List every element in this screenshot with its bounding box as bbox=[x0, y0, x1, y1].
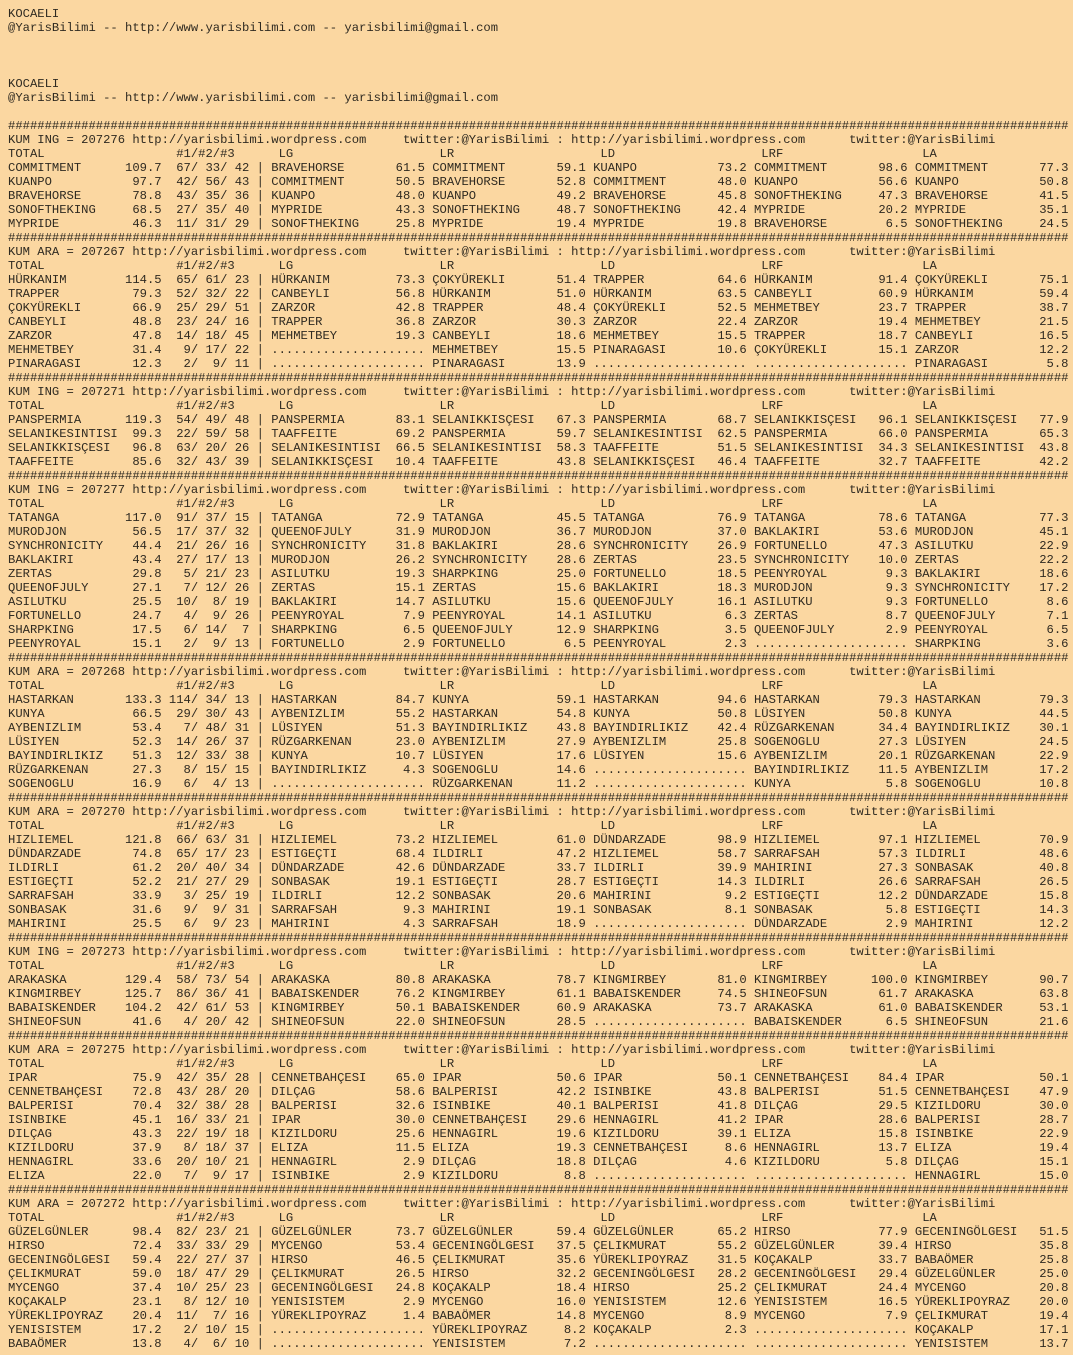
table-row: KIZILDORU 37.9 8/ 18/ 37 | ELIZA 11.5 ELIZA 19.3 CENNETBAHÇESI 8.6 HENNAGIRL 13.7 ELIZA 19.4 bbox=[8, 1141, 1069, 1155]
table-row: QUEENOFJULY 27.1 7/ 12/ 26 | ZERTAS 15.1 ZERTAS 15.6 BAKLAKIRI 18.3 MURODJON 9.3 SYNCHRONICITY 17.2 bbox=[8, 581, 1069, 595]
table-row: ILDIRLI 61.2 20/ 40/ 34 | DÜNDARZADE 42.6 DÜNDARZADE 33.7 ILDIRLI 39.9 MAHIRINI 27.3 SONBASAK 40.8 bbox=[8, 861, 1069, 875]
table-row: BALPERISI 70.4 32/ 38/ 28 | BALPERISI 32.6 ISINBIKE 40.1 BALPERISI 41.8 DILÇAG 29.5 KIZILDORU 30.0 bbox=[8, 1099, 1069, 1113]
table-row: TAAFFEITE 85.6 32/ 43/ 39 | SELANIKKISÇESI 10.4 TAAFFEITE 43.8 SELANIKKISÇESI 46.4 TAAFFEITE 32.7 TAAFFEITE 42.2 bbox=[8, 455, 1069, 469]
column-header: TOTAL #1/#2/#3 LG LR LD LRF LA bbox=[8, 959, 937, 973]
section-title: KUM ARA = 207267 http://yarisbilimi.wordpress.com twitter:@YarisBilimi : http://yarisbilimi.wordpress.com twitter:@YarisBilimi bbox=[8, 245, 996, 259]
column-header: TOTAL #1/#2/#3 LG LR LD LRF LA bbox=[8, 259, 937, 273]
table-row: RÜZGARKENAN 27.3 8/ 15/ 15 | BAYINDIRLIKIZ 4.3 SOGENOGLU 14.6 ..................... BAYINDIRLIKIZ 11.5 AYBENIZLIM 17.2 bbox=[8, 763, 1069, 777]
byline: @YarisBilimi -- http://www.yarisbilimi.com -- yarisbilimi@gmail.com bbox=[8, 91, 499, 105]
table-row: PINARAGASI 12.3 2/ 9/ 11 | ..................... PINARAGASI 13.9 ..................... ..................... PINARAGASI 5.8 bbox=[8, 357, 1069, 371]
table-row: SHARPKING 17.5 6/ 14/ 7 | SHARPKING 6.5 QUEENOFJULY 12.9 SHARPKING 3.5 QUEENOFJULY 2.9 PEENYROYAL 6.5 bbox=[8, 623, 1069, 637]
separator-line: ################################################################################################################################################# bbox=[8, 469, 1069, 483]
table-row: KUANPO 97.7 42/ 56/ 43 | COMMITMENT 50.5 BRAVEHORSE 52.8 COMMITMENT 48.0 KUANPO 56.6 KUANPO 50.8 bbox=[8, 175, 1069, 189]
table-row: IPAR 75.9 42/ 35/ 28 | CENNETBAHÇESI 65.0 IPAR 50.6 IPAR 50.1 CENNETBAHÇESI 84.4 IPAR 50.1 bbox=[8, 1071, 1069, 1085]
table-row: BAYINDIRLIKIZ 51.3 12/ 33/ 38 | KUNYA 10.7 LÜSIYEN 17.6 LÜSIYEN 15.6 AYBENIZLIM 20.1 RÜZGARKENAN 22.9 bbox=[8, 749, 1069, 763]
table-row: YENISISTEM 17.2 2/ 10/ 15 | ..................... YÜREKLIPOYRAZ 8.2 KOÇAKALP 2.3 ..................... KOÇAKALP 17.1 bbox=[8, 1323, 1069, 1337]
table-row: MEHMETBEY 31.4 9/ 17/ 22 | ..................... MEHMETBEY 15.5 PINARAGASI 10.6 ÇOKYÜREKLI 15.1 ZARZOR 12.2 bbox=[8, 343, 1069, 357]
separator-line: ################################################################################################################################################# bbox=[8, 371, 1069, 385]
table-row: ZARZOR 47.8 14/ 18/ 45 | MEHMETBEY 19.3 CANBEYLI 18.6 MEHMETBEY 15.5 TRAPPER 18.7 CANBEYLI 16.5 bbox=[8, 329, 1069, 343]
section-title: KUM ING = 207273 http://yarisbilimi.wordpress.com twitter:@YarisBilimi : http://yarisbilimi.wordpress.com twitter:@YarisBilimi bbox=[8, 945, 996, 959]
separator-line: ################################################################################################################################################# bbox=[8, 651, 1069, 665]
table-row: HÜRKANIM 114.5 65/ 61/ 23 | HÜRKANIM 73.3 ÇOKYÜREKLI 51.4 TRAPPER 64.6 HÜRKANIM 91.4 ÇOKYÜREKLI 75.1 bbox=[8, 273, 1069, 287]
section-title: KUM ING = 207271 http://yarisbilimi.wordpress.com twitter:@YarisBilimi : http://yarisbilimi.wordpress.com twitter:@YarisBilimi bbox=[8, 385, 996, 399]
table-row: BAKLAKIRI 43.4 27/ 17/ 13 | MURODJON 26.2 SYNCHRONICITY 28.6 ZERTAS 23.5 SYNCHRONICITY 10.0 ZERTAS 22.2 bbox=[8, 553, 1069, 567]
table-row: LÜSIYEN 52.3 14/ 26/ 37 | RÜZGARKENAN 23.0 AYBENIZLIM 27.9 AYBENIZLIM 25.8 SOGENOGLU 27.3 LÜSIYEN 24.5 bbox=[8, 735, 1069, 749]
table-row: KINGMIRBEY 125.7 86/ 36/ 41 | BABAISKENDER 76.2 KINGMIRBEY 61.1 BABAISKENDER 74.5 SHINEOFSUN 61.7 ARAKASKA 63.8 bbox=[8, 987, 1069, 1001]
table-row: PANSPERMIA 119.3 54/ 49/ 48 | PANSPERMIA 83.1 SELANIKKISÇESI 67.3 PANSPERMIA 68.7 SELANIKKISÇESI 96.1 SELANIKKISÇESI 77.9 bbox=[8, 413, 1069, 427]
column-header: TOTAL #1/#2/#3 LG LR LD LRF LA bbox=[8, 399, 937, 413]
table-row: BABAISKENDER 104.2 42/ 61/ 53 | KINGMIRBEY 50.1 BABAISKENDER 60.9 ARAKASKA 73.7 ARAKASKA 61.0 BABAISKENDER 53.1 bbox=[8, 1001, 1069, 1015]
column-header: TOTAL #1/#2/#3 LG LR LD LRF LA bbox=[8, 147, 937, 161]
table-row: PEENYROYAL 15.1 2/ 9/ 13 | FORTUNELLO 2.9 FORTUNELLO 6.5 PEENYROYAL 2.3 ..................... SHARPKING 3.6 bbox=[8, 637, 1069, 651]
table-row: SONBASAK 31.6 9/ 9/ 31 | SARRAFSAH 9.3 MAHIRINI 19.1 SONBASAK 8.1 SONBASAK 5.8 ESTIGEÇTI 14.3 bbox=[8, 903, 1069, 917]
column-header: TOTAL #1/#2/#3 LG LR LD LRF LA bbox=[8, 1211, 937, 1225]
track-name: KOCAELI bbox=[8, 77, 60, 91]
table-row: DILÇAG 43.3 22/ 19/ 18 | KIZILDORU 25.6 HENNAGIRL 19.6 KIZILDORU 39.1 ELIZA 15.8 ISINBIKE 22.9 bbox=[8, 1127, 1069, 1141]
table-row: DÜNDARZADE 74.8 65/ 17/ 23 | ESTIGEÇTI 68.4 ILDIRLI 47.2 HIZLIEMEL 58.7 SARRAFSAH 57.3 ILDIRLI 48.6 bbox=[8, 847, 1069, 861]
blank-line bbox=[8, 105, 1073, 119]
byline: @YarisBilimi -- http://www.yarisbilimi.com -- yarisbilimi@gmail.com bbox=[8, 21, 499, 35]
table-row: TRAPPER 79.3 52/ 32/ 22 | CANBEYLI 56.8 HÜRKANIM 51.0 HÜRKANIM 63.5 CANBEYLI 60.9 HÜRKANIM 59.4 bbox=[8, 287, 1069, 301]
section-title: KUM ARA = 207275 http://yarisbilimi.wordpress.com twitter:@YarisBilimi : http://yarisbilimi.wordpress.com twitter:@YarisBilimi bbox=[8, 1043, 996, 1057]
column-header: TOTAL #1/#2/#3 LG LR LD LRF LA bbox=[8, 1057, 937, 1071]
separator-line: ################################################################################################################################################# bbox=[8, 791, 1069, 805]
section-title: KUM ARA = 207270 http://yarisbilimi.wordpress.com twitter:@YarisBilimi : http://yarisbilimi.wordpress.com twitter:@YarisBilimi bbox=[8, 805, 996, 819]
table-row: HIZLIEMEL 121.8 66/ 63/ 31 | HIZLIEMEL 73.2 HIZLIEMEL 61.0 DÜNDARZADE 98.9 HIZLIEMEL 97.1 HIZLIEMEL 70.9 bbox=[8, 833, 1069, 847]
table-row: TATANGA 117.0 91/ 37/ 15 | TATANGA 72.9 TATANGA 45.5 TATANGA 76.9 TATANGA 78.6 TATANGA 77.3 bbox=[8, 511, 1069, 525]
table-row: HASTARKAN 133.3 114/ 34/ 13 | HASTARKAN 84.7 KUNYA 59.1 HASTARKAN 94.6 HASTARKAN 79.3 HASTARKAN 79.3 bbox=[8, 693, 1069, 707]
table-row: AYBENIZLIM 53.4 7/ 48/ 31 | LÜSIYEN 51.3 BAYINDIRLIKIZ 43.8 BAYINDIRLIKIZ 42.4 RÜZGARKENAN 34.4 BAYINDIRLIKIZ 30.1 bbox=[8, 721, 1069, 735]
table-row: ZERTAS 29.8 5/ 21/ 23 | ASILUTKU 19.3 SHARPKING 25.0 FORTUNELLO 18.5 PEENYROYAL 9.3 BAKLAKIRI 18.6 bbox=[8, 567, 1069, 581]
table-row: YÜREKLIPOYRAZ 20.4 11/ 7/ 16 | YÜREKLIPOYRAZ 1.4 BABAÖMER 14.8 MYCENGO 8.9 MYCENGO 7.9 ÇELIKMURAT 19.4 bbox=[8, 1309, 1069, 1323]
table-row: CENNETBAHÇESI 72.8 43/ 28/ 20 | DILÇAG 58.6 BALPERISI 42.2 ISINBIKE 43.8 BALPERISI 51.5 CENNETBAHÇESI 47.9 bbox=[8, 1085, 1069, 1099]
table-row: MURODJON 56.5 17/ 37/ 32 | QUEENOFJULY 31.9 MURODJON 36.7 MURODJON 37.0 BAKLAKIRI 53.6 MURODJON 45.1 bbox=[8, 525, 1069, 539]
table-row: FORTUNELLO 24.7 4/ 9/ 26 | PEENYROYAL 7.9 PEENYROYAL 14.1 ASILUTKU 6.3 ZERTAS 8.7 QUEENOFJULY 7.1 bbox=[8, 609, 1069, 623]
separator-line: ################################################################################################################################################# bbox=[8, 1029, 1069, 1043]
section-title: KUM ING = 207276 http://yarisbilimi.wordpress.com twitter:@YarisBilimi : http://yarisbilimi.wordpress.com twitter:@YarisBilimi bbox=[8, 133, 996, 147]
table-row: ARAKASKA 129.4 58/ 73/ 54 | ARAKASKA 80.8 ARAKASKA 78.7 KINGMIRBEY 81.0 KINGMIRBEY 100.0 KINGMIRBEY 90.7 bbox=[8, 973, 1069, 987]
section-title: KUM ARA = 207268 http://yarisbilimi.wordpress.com twitter:@YarisBilimi : http://yarisbilimi.wordpress.com twitter:@YarisBilimi bbox=[8, 665, 996, 679]
table-row: ISINBIKE 45.1 16/ 33/ 21 | IPAR 30.0 CENNETBAHÇESI 29.6 HENNAGIRL 41.2 IPAR 28.6 BALPERISI 28.7 bbox=[8, 1113, 1069, 1127]
table-row: SELANIKESINTISI 99.3 22/ 59/ 58 | TAAFFEITE 69.2 PANSPERMIA 59.7 SELANIKESINTISI 62.5 PANSPERMIA 66.0 PANSPERMIA 65.3 bbox=[8, 427, 1069, 441]
track-name: KOCAELI bbox=[8, 7, 60, 21]
separator-line: ################################################################################################################################################# bbox=[8, 1183, 1069, 1197]
table-row: BRAVEHORSE 78.8 43/ 35/ 36 | KUANPO 48.0 KUANPO 49.2 BRAVEHORSE 45.8 SONOFTHEKING 47.3 BRAVEHORSE 41.5 bbox=[8, 189, 1069, 203]
table-row: ESTIGEÇTI 52.2 21/ 27/ 29 | SONBASAK 19.1 ESTIGEÇTI 28.7 ESTIGEÇTI 14.3 ILDIRLI 26.6 SARRAFSAH 26.5 bbox=[8, 875, 1069, 889]
table-row: ÇELIKMURAT 59.0 18/ 47/ 29 | ÇELIKMURAT 26.5 HIRSO 32.2 GECENINGÖLGESI 28.2 GECENINGÖLGESI 29.4 GÜZELGÜNLER 25.0 bbox=[8, 1267, 1069, 1281]
table-row: KUNYA 66.5 29/ 30/ 43 | AYBENIZLIM 55.2 HASTARKAN 54.8 KUNYA 50.8 LÜSIYEN 50.8 KUNYA 44.5 bbox=[8, 707, 1069, 721]
table-row: MYPRIDE 46.3 11/ 31/ 29 | SONOFTHEKING 25.8 MYPRIDE 19.4 MYPRIDE 19.8 BRAVEHORSE 6.5 SONOFTHEKING 24.5 bbox=[8, 217, 1069, 231]
table-row: SHINEOFSUN 41.6 4/ 20/ 42 | SHINEOFSUN 22.0 SHINEOFSUN 28.5 ..................... BABAISKENDER 6.5 SHINEOFSUN 21.6 bbox=[8, 1015, 1069, 1029]
table-row: ÇOKYÜREKLI 66.9 25/ 29/ 51 | ZARZOR 42.8 TRAPPER 48.4 ÇOKYÜREKLI 52.5 MEHMETBEY 23.7 TRAPPER 38.7 bbox=[8, 301, 1069, 315]
column-header: TOTAL #1/#2/#3 LG LR LD LRF LA bbox=[8, 497, 937, 511]
table-row: GÜZELGÜNLER 98.4 82/ 23/ 21 | GÜZELGÜNLER 73.7 GÜZELGÜNLER 59.4 GÜZELGÜNLER 65.2 HIRSO 77.9 GECENINGÖLGESI 51.5 bbox=[8, 1225, 1069, 1239]
table-row: COMMITMENT 109.7 67/ 33/ 42 | BRAVEHORSE 61.5 COMMITMENT 59.1 KUANPO 73.2 COMMITMENT 98.6 COMMITMENT 77.3 bbox=[8, 161, 1069, 175]
column-header: TOTAL #1/#2/#3 LG LR LD LRF LA bbox=[8, 679, 937, 693]
table-row: CANBEYLI 48.8 23/ 24/ 16 | TRAPPER 36.8 ZARZOR 30.3 ZARZOR 22.4 ZARZOR 19.4 MEHMETBEY 21.5 bbox=[8, 315, 1069, 329]
table-row: GECENINGÖLGESI 59.4 22/ 27/ 37 | HIRSO 46.5 ÇELIKMURAT 35.6 YÜREKLIPOYRAZ 31.5 KOÇAKALP 33.7 BABAÖMER 25.8 bbox=[8, 1253, 1069, 1267]
table-row: ASILUTKU 25.5 10/ 8/ 19 | BAKLAKIRI 14.7 ASILUTKU 15.6 QUEENOFJULY 16.1 ASILUTKU 9.3 FORTUNELLO 8.6 bbox=[8, 595, 1069, 609]
table-row: SOGENOGLU 16.9 6/ 4/ 13 | ..................... RÜZGARKENAN 11.2 ..................... KUNYA 5.8 SOGENOGLU 10.8 bbox=[8, 777, 1069, 791]
table-row: HIRSO 72.4 33/ 33/ 29 | MYCENGO 53.4 GECENINGÖLGESI 37.5 ÇELIKMURAT 55.2 GÜZELGÜNLER 39.4 HIRSO 35.8 bbox=[8, 1239, 1069, 1253]
table-row: MYCENGO 37.4 10/ 25/ 23 | GECENINGÖLGESI 24.8 KOÇAKALP 18.4 HIRSO 25.2 ÇELIKMURAT 24.4 MYCENGO 20.8 bbox=[8, 1281, 1069, 1295]
section-title: KUM ING = 207277 http://yarisbilimi.wordpress.com twitter:@YarisBilimi : http://yarisbilimi.wordpress.com twitter:@YarisBilimi bbox=[8, 483, 996, 497]
table-row: ELIZA 22.0 7/ 9/ 17 | ISINBIKE 2.9 KIZILDORU 8.8 ..................... ..................... HENNAGIRL 15.0 bbox=[8, 1169, 1069, 1183]
column-header: TOTAL #1/#2/#3 LG LR LD LRF LA bbox=[8, 819, 937, 833]
blank-line bbox=[8, 49, 1073, 63]
blank-line bbox=[8, 63, 1073, 77]
table-row: SONOFTHEKING 68.5 27/ 35/ 40 | MYPRIDE 43.3 SONOFTHEKING 48.7 SONOFTHEKING 42.4 MYPRIDE 20.2 MYPRIDE 35.1 bbox=[8, 203, 1069, 217]
table-row: HENNAGIRL 33.6 20/ 10/ 21 | HENNAGIRL 2.9 DILÇAG 18.8 DILÇAG 4.6 KIZILDORU 5.8 DILÇAG 15.1 bbox=[8, 1155, 1069, 1169]
table-row: BABAÖMER 13.8 4/ 6/ 10 | ..................... YENISISTEM 7.2 ..................... ..................... YENISISTEM 13.7 bbox=[8, 1337, 1069, 1351]
blank-line bbox=[8, 35, 1073, 49]
table-row: SARRAFSAH 33.9 3/ 25/ 19 | ILDIRLI 12.2 SONBASAK 20.6 MAHIRINI 9.2 ESTIGEÇTI 12.2 DÜNDARZADE 15.8 bbox=[8, 889, 1069, 903]
sections-container bbox=[8, 119, 1073, 1351]
separator-line: ################################################################################################################################################# bbox=[8, 119, 1069, 133]
separator-line: ################################################################################################################################################# bbox=[8, 231, 1069, 245]
table-row: SYNCHRONICITY 44.4 21/ 26/ 16 | SYNCHRONICITY 31.8 BAKLAKIRI 28.6 SYNCHRONICITY 26.9 FORTUNELLO 47.3 ASILUTKU 22.9 bbox=[8, 539, 1069, 553]
section-title: KUM ARA = 207272 http://yarisbilimi.wordpress.com twitter:@YarisBilimi : http://yarisbilimi.wordpress.com twitter:@YarisBilimi bbox=[8, 1197, 996, 1211]
table-row: SELANIKKISÇESI 96.8 63/ 20/ 26 | SELANIKESINTISI 66.5 SELANIKESINTISI 58.3 TAAFFEITE 51.5 SELANIKESINTISI 34.3 SELANIKESINTISI 43.8 bbox=[8, 441, 1069, 455]
separator-line: ################################################################################################################################################# bbox=[8, 931, 1069, 945]
table-row: MAHIRINI 25.5 6/ 9/ 23 | MAHIRINI 4.3 SARRAFSAH 18.9 ..................... DÜNDARZADE 2.9 MAHIRINI 12.2 bbox=[8, 917, 1069, 931]
table-row: KOÇAKALP 23.1 8/ 12/ 10 | YENISISTEM 2.9 MYCENGO 16.0 YENISISTEM 12.6 YENISISTEM 16.5 YÜREKLIPOYRAZ 20.0 bbox=[8, 1295, 1069, 1309]
